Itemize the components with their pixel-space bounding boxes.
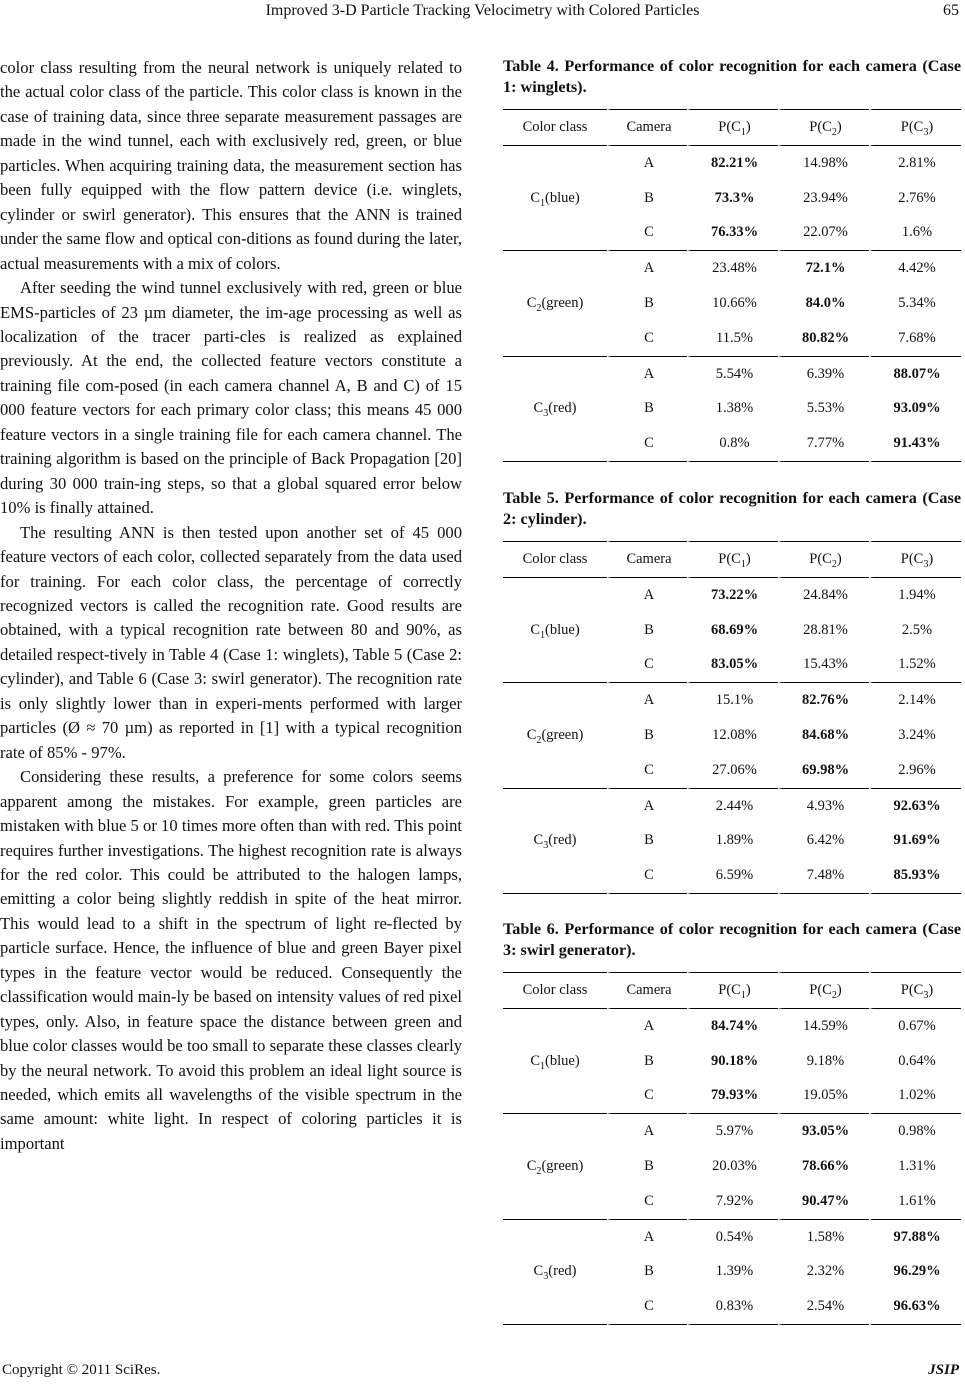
color-class-cell bbox=[503, 146, 607, 251]
class-color-name: (blue) bbox=[545, 621, 580, 638]
value-cell: 79.93% bbox=[687, 1079, 778, 1115]
value-cell: 82.76% bbox=[778, 683, 869, 718]
value-cell: 3.24% bbox=[869, 718, 961, 753]
class-letter: C bbox=[533, 832, 544, 849]
value-cell: 4.93% bbox=[778, 789, 869, 824]
value-cell: 7.48% bbox=[778, 858, 869, 894]
value-cell: 23.94% bbox=[778, 181, 869, 216]
value-cell: 1.31% bbox=[869, 1149, 961, 1184]
value-cell: 68.69% bbox=[687, 613, 778, 648]
value-cell: 2.5% bbox=[869, 613, 961, 648]
value-cell: 0.98% bbox=[869, 1114, 961, 1149]
value-cell: 92.63% bbox=[869, 789, 961, 824]
header-subscript: 2 bbox=[831, 126, 837, 138]
color-class-cell bbox=[503, 251, 607, 356]
value-cell: 1.58% bbox=[778, 1220, 869, 1255]
value-cell: 27.06% bbox=[687, 753, 778, 789]
table-row bbox=[503, 357, 961, 392]
header-probability bbox=[687, 972, 778, 1009]
class-subscript: 1 bbox=[539, 629, 546, 641]
page-number: 65 bbox=[943, 2, 959, 19]
paragraph: After seeding the wind tunnel exclusively with red, green or blue EMS-particles of 23 µm diameter, the im-age processing as well as localization of the tracer parti-cles is realized as explained previously. At the end, the collected feature vectors constitute a training file com-posed (in each camera channel A, B and C) of 15 000 feature vectors for each primary color class; this means 45 000 feature vectors in a single training file for each camera channel. The training algorithm is based on the principle of Back Propagation [20] during 30 000 train-ing steps, so that a global squared error below 10% is finally attained. bbox=[0, 278, 462, 518]
value-cell: 93.05% bbox=[778, 1114, 869, 1149]
value-cell: 1.89% bbox=[687, 824, 778, 859]
header-p-label: P(C bbox=[809, 551, 832, 567]
value-cell: 23.48% bbox=[687, 251, 778, 286]
value-cell: 2.44% bbox=[687, 789, 778, 824]
value-cell: 24.84% bbox=[778, 578, 869, 613]
table-caption: Table 6. Performance of color recognition for each camera (Case 3: swirl generator). bbox=[503, 920, 961, 959]
value-cell: 82.21% bbox=[687, 146, 778, 181]
header-p-label: P(C bbox=[809, 119, 832, 135]
color-class-cell bbox=[503, 1114, 607, 1219]
header-probability bbox=[778, 541, 869, 578]
camera-cell: B bbox=[607, 392, 687, 427]
value-cell: 5.34% bbox=[869, 286, 961, 321]
value-cell: 80.82% bbox=[778, 321, 869, 357]
value-cell: 96.63% bbox=[869, 1289, 961, 1325]
camera-cell: A bbox=[607, 357, 687, 392]
value-cell: 0.8% bbox=[687, 426, 778, 462]
class-color-name: (red) bbox=[548, 832, 577, 849]
color-class-cell bbox=[503, 357, 607, 462]
value-cell: 90.18% bbox=[687, 1044, 778, 1079]
header-color-class: Color class bbox=[503, 109, 607, 146]
value-cell: 15.43% bbox=[778, 648, 869, 684]
table-header-row bbox=[503, 541, 961, 578]
header-close-paren: ) bbox=[928, 119, 934, 135]
value-cell: 1.02% bbox=[869, 1079, 961, 1115]
class-letter: C bbox=[533, 400, 544, 417]
camera-cell: A bbox=[607, 789, 687, 824]
header-camera: Camera bbox=[607, 972, 687, 1009]
camera-cell: A bbox=[607, 146, 687, 181]
camera-cell: A bbox=[607, 1009, 687, 1044]
header-subscript: 2 bbox=[831, 558, 837, 570]
camera-cell: B bbox=[607, 286, 687, 321]
header-subscript: 1 bbox=[740, 126, 746, 138]
value-cell: 1.38% bbox=[687, 392, 778, 427]
value-cell: 84.0% bbox=[778, 286, 869, 321]
header-camera: Camera bbox=[607, 541, 687, 578]
class-letter: C bbox=[526, 1158, 537, 1175]
class-color-name: (green) bbox=[541, 727, 584, 744]
color-class-cell bbox=[503, 578, 607, 683]
class-color-name: (green) bbox=[541, 1158, 584, 1175]
header-close-paren: ) bbox=[836, 119, 842, 135]
value-cell: 78.66% bbox=[778, 1149, 869, 1184]
value-cell: 2.76% bbox=[869, 181, 961, 216]
page-header bbox=[0, 0, 965, 28]
header-probability bbox=[687, 541, 778, 578]
header-p-label: P(C bbox=[900, 551, 924, 567]
camera-cell: B bbox=[607, 824, 687, 859]
value-cell: 12.08% bbox=[687, 718, 778, 753]
header-probability bbox=[869, 972, 961, 1009]
value-cell: 6.42% bbox=[778, 824, 869, 859]
class-subscript: 1 bbox=[539, 1060, 546, 1072]
header-p-label: P(C bbox=[900, 119, 924, 135]
camera-cell: B bbox=[607, 181, 687, 216]
value-cell: 15.1% bbox=[687, 683, 778, 718]
value-cell: 4.42% bbox=[869, 251, 961, 286]
color-class-cell bbox=[503, 1220, 607, 1325]
header-close-paren: ) bbox=[928, 551, 934, 567]
value-cell: 91.69% bbox=[869, 824, 961, 859]
value-cell: 72.1% bbox=[778, 251, 869, 286]
class-letter: C bbox=[533, 1263, 544, 1280]
camera-cell: C bbox=[607, 753, 687, 789]
value-cell: 91.43% bbox=[869, 426, 961, 462]
value-cell: 10.66% bbox=[687, 286, 778, 321]
table-row bbox=[503, 146, 961, 181]
camera-cell: C bbox=[607, 216, 687, 252]
camera-cell: B bbox=[607, 1255, 687, 1290]
table-row bbox=[503, 1114, 961, 1149]
value-cell: 5.53% bbox=[778, 392, 869, 427]
header-p-label: P(C bbox=[718, 119, 741, 135]
value-cell: 69.98% bbox=[778, 753, 869, 789]
results-table bbox=[503, 972, 961, 1325]
class-subscript: 1 bbox=[539, 197, 546, 209]
header-probability bbox=[869, 109, 961, 146]
value-cell: 5.97% bbox=[687, 1114, 778, 1149]
value-cell: 83.05% bbox=[687, 648, 778, 684]
header-p-label: P(C bbox=[900, 982, 924, 998]
value-cell: 76.33% bbox=[687, 216, 778, 252]
camera-cell: C bbox=[607, 426, 687, 462]
table-caption: Table 4. Performance of color recognition for each camera (Case 1: winglets). bbox=[503, 57, 961, 96]
header-camera: Camera bbox=[607, 109, 687, 146]
class-letter: C bbox=[526, 727, 537, 744]
header-close-paren: ) bbox=[745, 119, 751, 135]
color-class-cell bbox=[503, 683, 607, 788]
header-probability bbox=[687, 109, 778, 146]
table-header-row bbox=[503, 109, 961, 146]
table-row bbox=[503, 1220, 961, 1255]
class-letter: C bbox=[530, 1052, 540, 1069]
class-letter: C bbox=[530, 189, 540, 206]
value-cell: 93.09% bbox=[869, 392, 961, 427]
table-caption: Table 5. Performance of color recognition for each camera (Case 2: cylinder). bbox=[503, 489, 961, 528]
copyright-notice: Copyright © 2011 SciRes. bbox=[2, 1362, 161, 1378]
header-close-paren: ) bbox=[836, 982, 842, 998]
value-cell: 90.47% bbox=[778, 1184, 869, 1220]
results-table bbox=[503, 109, 961, 462]
value-cell: 1.61% bbox=[869, 1184, 961, 1220]
value-cell: 2.96% bbox=[869, 753, 961, 789]
header-subscript: 3 bbox=[923, 558, 929, 570]
value-cell: 97.88% bbox=[869, 1220, 961, 1255]
camera-cell: C bbox=[607, 1079, 687, 1115]
camera-cell: A bbox=[607, 1220, 687, 1255]
value-cell: 0.67% bbox=[869, 1009, 961, 1044]
header-probability bbox=[869, 541, 961, 578]
class-subscript: 2 bbox=[536, 302, 542, 314]
camera-cell: C bbox=[607, 648, 687, 684]
header-color-class: Color class bbox=[503, 972, 607, 1009]
table-row bbox=[503, 251, 961, 286]
running-title: Improved 3-D Particle Tracking Velocimetry with Colored Particles bbox=[265, 2, 700, 19]
value-cell: 84.68% bbox=[778, 718, 869, 753]
header-subscript: 1 bbox=[740, 558, 746, 570]
class-subscript: 3 bbox=[543, 1271, 549, 1283]
camera-cell: C bbox=[607, 858, 687, 894]
value-cell: 14.98% bbox=[778, 146, 869, 181]
value-cell: 28.81% bbox=[778, 613, 869, 648]
camera-cell: B bbox=[607, 1044, 687, 1079]
value-cell: 6.59% bbox=[687, 858, 778, 894]
table-header-row bbox=[503, 972, 961, 1009]
value-cell: 7.92% bbox=[687, 1184, 778, 1220]
camera-cell: C bbox=[607, 1289, 687, 1325]
header-subscript: 1 bbox=[740, 989, 746, 1001]
header-p-label: P(C bbox=[718, 982, 741, 998]
results-table bbox=[503, 541, 961, 894]
table-row bbox=[503, 578, 961, 613]
header-close-paren: ) bbox=[928, 982, 934, 998]
value-cell: 85.93% bbox=[869, 858, 961, 894]
value-cell: 73.3% bbox=[687, 181, 778, 216]
class-color-name: (red) bbox=[548, 400, 577, 417]
camera-cell: B bbox=[607, 718, 687, 753]
value-cell: 88.07% bbox=[869, 357, 961, 392]
paragraph: Considering these results, a preference for some colors seems apparent among the mistakes. For example, green particles are mistaken with blue 5 or 10 times more often than with red. This point requires further investigations. The highest recognition rate is always for the red color. This could be attributed to the halogen lamps, emitting a color being slightly reddish in spite of the heat mirror. This would lead to a shift in the spectrum of light re-flected by particle surface. Hence, the influence of blue and green Bayer pixel types in the feature vector would be reduced. Consequently the classification would main-ly be based on intensity values of red pixel types, only. Also, in feature space the distance between green and blue color classes would be too small to separate these classes clearly by the neural network. To avoid this problem an ideal light source is needed, which emits all wavelengths of the visible spectrum in the same amount: white light. In respect of coloring particles it is important bbox=[0, 767, 462, 1153]
camera-cell: B bbox=[607, 613, 687, 648]
camera-cell: A bbox=[607, 251, 687, 286]
class-color-name: (green) bbox=[541, 295, 584, 312]
header-probability bbox=[778, 109, 869, 146]
camera-cell: C bbox=[607, 1184, 687, 1220]
value-cell: 5.54% bbox=[687, 357, 778, 392]
value-cell: 1.39% bbox=[687, 1255, 778, 1290]
value-cell: 14.59% bbox=[778, 1009, 869, 1044]
class-subscript: 3 bbox=[543, 408, 549, 420]
value-cell: 1.6% bbox=[869, 216, 961, 252]
header-subscript: 2 bbox=[831, 989, 837, 1001]
value-cell: 84.74% bbox=[687, 1009, 778, 1044]
value-cell: 2.32% bbox=[778, 1255, 869, 1290]
paragraph: The resulting ANN is then tested upon another set of 45 000 feature vectors of each color, collected separately from the data used for training. For each color class, the percentage of correctly recognized vectors is called the recognition rate. Good results are obtained, with a typical recognition rate between 80 and 90%, as detailed respect-tively in Table 4 (Case 1: winglets), Table 5 (Case 2: cylinder), and Table 6 (Case 3: swirl generator). The recognition rate is only slightly lower than in experi-ments performed with larger particles (Ø ≈ 70 µm) as reported in [1] with a typical recognition rate of 85% - 97%. bbox=[0, 522, 462, 762]
class-letter: C bbox=[526, 295, 537, 312]
header-subscript: 3 bbox=[923, 126, 929, 138]
class-subscript: 2 bbox=[536, 734, 542, 746]
value-cell: 22.07% bbox=[778, 216, 869, 252]
value-cell: 0.54% bbox=[687, 1220, 778, 1255]
class-color-name: (blue) bbox=[545, 189, 580, 206]
header-color-class: Color class bbox=[503, 541, 607, 578]
class-letter: C bbox=[530, 621, 540, 638]
header-p-label: P(C bbox=[809, 982, 832, 998]
header-subscript: 3 bbox=[923, 989, 929, 1001]
camera-cell: A bbox=[607, 1114, 687, 1149]
value-cell: 2.81% bbox=[869, 146, 961, 181]
journal-abbrev: JSIP bbox=[928, 1362, 959, 1378]
header-close-paren: ) bbox=[745, 551, 751, 567]
camera-cell: A bbox=[607, 683, 687, 718]
paragraph: color class resulting from the neural network is uniquely related to the actual color class of the particle. This color class is known in the case of training data, since three separate measurement passages are made in the wind tunnel, each with exclusively red, green, or blue particles. When acquiring training data, the measurement section has been fully equipped with the flow pattern device (i.e. winglets, cylinder or swirl generator). This ensures that the ANN is trained under the same flow and optical con-ditions as found during the later, actual measurements with a mix of colors. bbox=[0, 58, 462, 273]
header-p-label: P(C bbox=[718, 551, 741, 567]
value-cell: 73.22% bbox=[687, 578, 778, 613]
color-class-cell bbox=[503, 789, 607, 894]
value-cell: 6.39% bbox=[778, 357, 869, 392]
class-color-name: (red) bbox=[548, 1263, 577, 1280]
camera-cell: B bbox=[607, 1149, 687, 1184]
header-close-paren: ) bbox=[745, 982, 751, 998]
value-cell: 2.14% bbox=[869, 683, 961, 718]
table-row bbox=[503, 789, 961, 824]
camera-cell: A bbox=[607, 578, 687, 613]
value-cell: 19.05% bbox=[778, 1079, 869, 1115]
color-class-cell bbox=[503, 1009, 607, 1114]
value-cell: 20.03% bbox=[687, 1149, 778, 1184]
class-subscript: 2 bbox=[536, 1165, 542, 1177]
class-color-name: (blue) bbox=[545, 1052, 580, 1069]
class-subscript: 3 bbox=[543, 840, 549, 852]
value-cell: 0.83% bbox=[687, 1289, 778, 1325]
table-row bbox=[503, 1009, 961, 1044]
left-column-text bbox=[0, 56, 462, 1156]
camera-cell: C bbox=[607, 321, 687, 357]
value-cell: 2.54% bbox=[778, 1289, 869, 1325]
header-close-paren: ) bbox=[836, 551, 842, 567]
value-cell: 1.94% bbox=[869, 578, 961, 613]
header-probability bbox=[778, 972, 869, 1009]
value-cell: 11.5% bbox=[687, 321, 778, 357]
value-cell: 9.18% bbox=[778, 1044, 869, 1079]
value-cell: 96.29% bbox=[869, 1255, 961, 1290]
value-cell: 0.64% bbox=[869, 1044, 961, 1079]
value-cell: 7.77% bbox=[778, 426, 869, 462]
value-cell: 7.68% bbox=[869, 321, 961, 357]
table-row bbox=[503, 683, 961, 718]
value-cell: 1.52% bbox=[869, 648, 961, 684]
